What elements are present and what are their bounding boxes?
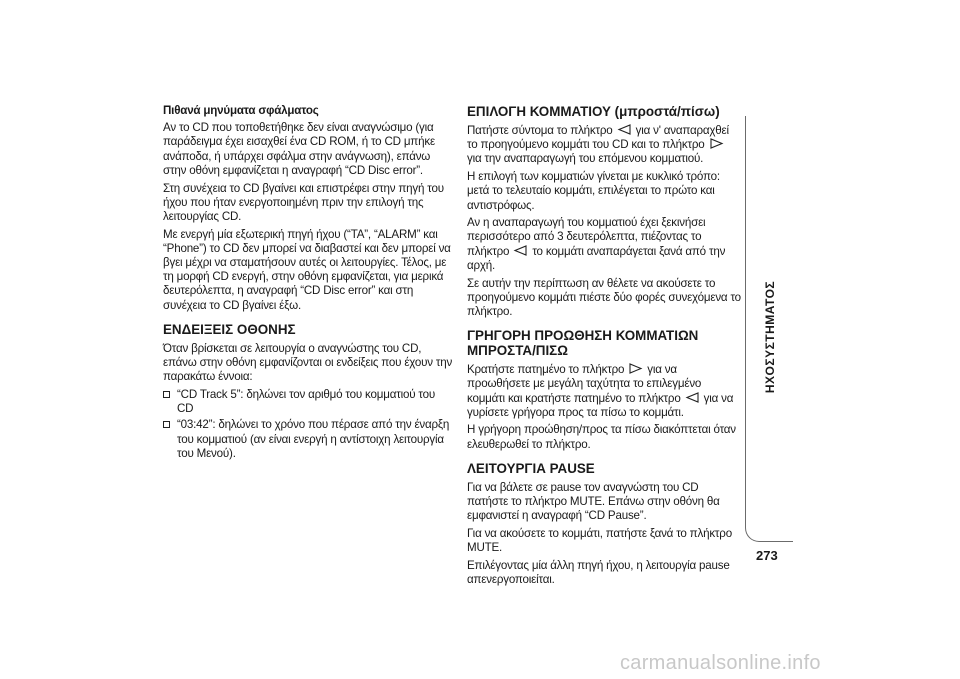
list-item — [163, 418, 453, 461]
paragraph: Στη συνέχεια το CD βγαίνει και επιστρέφει στην πηγή του ήχου που ήταν ενεργοποιημένη πριν την επιλογή της λειτουργίας CD. — [163, 181, 444, 223]
text-run: το κομμάτι αναπαράγεται ξανά από την αρχή. — [467, 244, 726, 272]
list-item-text: “03:42”: δηλώνει το χρόνο που πέρασε από την έναρξη του κομματιού (αν είναι ενεργή η αντίστοιχη λειτουργία του Μενού). — [177, 418, 450, 460]
paragraph: Για να ακούσετε το κομμάτι, πατήστε ξανά το πλήκτρο MUTE. — [467, 526, 732, 555]
text-run: για να γυρίσετε γρήγορα προς τα πίσω το κομμάτι. — [467, 391, 734, 419]
right-column — [467, 104, 742, 591]
pause-function-heading: ΛΕΙΤΟΥΡΓΙΑ PAUSE — [467, 460, 595, 476]
paragraph: Αν το CD που τοποθετήθηκε δεν είναι αναγνώσιμο (για παράδειγμα έχει εισαχθεί ένα CD ROM, ή το CD μπήκε ανάποδα, ή υπάρχει σφάλμα στην ανάγνωση), επάνω στην οθόνη εμφανίζεται η αναγραφή “CD Disc error”. — [163, 121, 435, 177]
section-title: ΗΧΟΣΥΣΤΗΜΑΤΟΣ — [763, 280, 778, 394]
fast-forward-heading: ΓΡΗΓΟΡΗ ΠΡΟΩΘΗΣΗ ΚΟΜΜΑΤΙΩΝ ΜΠΡΟΣΤΑ/ΠΙΣΩ — [467, 328, 699, 359]
triangle-right-icon — [709, 138, 724, 149]
text-run: για την αναπαραγωγή του επόμενου κομματιού. — [467, 152, 704, 166]
left-column — [163, 104, 453, 463]
checkbox-bullet-icon — [163, 391, 170, 398]
section-tab-label — [760, 262, 780, 412]
paragraph: Για να βάλετε σε pause τον αναγνώστη του CD πατήστε το πλήκτρο MUTE. Επάνω στην οθόνη θα εμφανιστεί η αναγραφή “CD Pause”. — [467, 480, 720, 523]
text-run: για ν' αναπαραχθεί το προηγούμενο κομμάτι του CD και το πλήκτρο — [467, 124, 729, 152]
triangle-left-icon — [513, 245, 528, 256]
display-indications-heading: ΕΝΔΕΙΞΕΙΣ ΟΘΟΝΗΣ — [163, 321, 296, 337]
paragraph: Επιλέγοντας μία άλλη πηγή ήχου, η λειτουργία pause απενεργοποιείται. — [467, 558, 730, 587]
indications-list — [163, 388, 453, 461]
page-number: 273 — [756, 548, 778, 563]
paragraph — [467, 216, 742, 273]
paragraph: Με ενεργή μία εξωτερική πηγή ήχου (“TA”, “ALARM” και “Phone”) το CD δεν μπορεί να διαβαστεί και δεν μπορεί να βγει μέχρι να σταματήσουν αυτές οι λειτουργίες. Τέλος, με τη μορφή CD ενεργή, στην οθόνη εμφανίζεται, για μερικά δευτερόλεπτα, η αναγραφή “CD Disc error” και στη συνέχεια το CD βγαίνει έξω. — [163, 227, 451, 312]
paragraph: Η γρήγορη προώθηση/προς τα πίσω διακόπτεται όταν ελευθερωθεί το πλήκτρο. — [467, 423, 736, 451]
paragraph — [467, 363, 742, 420]
list-item-text: “CD Track 5”: δηλώνει τον αριθμό του κομματιού του CD — [177, 387, 435, 416]
paragraph — [467, 124, 742, 167]
text-run: Αν η αναπαραγωγή του κομματιού έχει ξεκινήσει περισσότερο από 3 δευτερόλεπτα, πιέζοντας το πλήκτρο — [467, 216, 706, 258]
text-run: Πατήστε σύντομα το πλήκτρο — [467, 124, 613, 137]
paragraph: Όταν βρίσκεται σε λειτουργία ο αναγνώστης του CD, επάνω στην οθόνη εμφανίζονται οι ενδείξεις που έχουν την παρακάτω έννοια: — [163, 341, 453, 384]
watermark: carmanualsonline.info — [620, 652, 821, 674]
paragraph: Η επιλογή των κομματιών γίνεται με κυκλικό τρόπο: μετά το τελευταίο κομμάτι, επιλέγεται το πρώτο και αντιστρόφως. — [467, 170, 720, 212]
paragraph: Σε αυτήν την περίπτωση αν θέλετε να ακούσετε το προηγούμενο κομμάτι πιέστε δύο φορές συνεχόμενα το πλήκτρο. — [467, 276, 741, 318]
list-item — [163, 388, 453, 416]
checkbox-bullet-icon — [163, 421, 170, 428]
triangle-left-icon — [685, 392, 700, 403]
triangle-left-icon — [617, 124, 632, 135]
triangle-right-icon — [628, 363, 643, 374]
text-run: για να προωθήσετε με μεγάλη ταχύτητα το επιλεγμένο κομμάτι και κρατήστε πατημένο το πλήκτρο — [467, 363, 702, 405]
track-selection-heading: ΕΠΙΛΟΓΗ ΚΟΜΜΑΤΙΟΥ (μπροστά/πίσω) — [467, 104, 720, 119]
error-messages-subheading: Πιθανά μηνύματα σφάλματος — [163, 104, 319, 117]
text-run: Κρατήστε πατημένο το πλήκτρο — [467, 363, 625, 377]
